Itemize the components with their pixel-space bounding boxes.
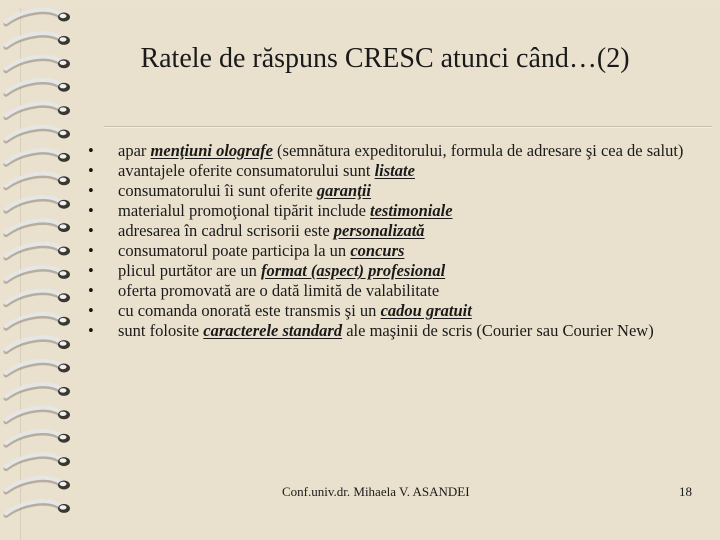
emphasized-text: cadou gratuit	[380, 301, 472, 320]
bullet-text: plicul purtător are un	[118, 261, 261, 280]
binding-ring	[6, 384, 70, 398]
bullet-item	[88, 221, 688, 241]
bullet-text: (semnătura expeditorului, formula de adresare şi cea de salut)	[272, 141, 684, 160]
emphasized-text: listate	[374, 161, 415, 180]
binding-ring	[6, 103, 70, 117]
bullet-text: sunt folosite	[118, 321, 204, 340]
binding-ring	[6, 174, 70, 188]
emphasized-text: format (aspect) profesional	[260, 261, 446, 280]
binding-ring	[6, 478, 70, 492]
binding-ring	[6, 150, 70, 164]
bullet-item	[88, 261, 688, 281]
emphasized-text: testimoniale	[370, 201, 453, 220]
bullet-item	[88, 281, 688, 301]
binding-ring	[6, 501, 70, 515]
bullet-item	[88, 301, 688, 321]
emphasized-text: personalizată	[333, 221, 425, 240]
slide-title: Ratele de răspuns CRESC atunci când…(2)	[140, 43, 630, 74]
bullet-text: cu comanda onorată este transmis şi un	[118, 301, 381, 320]
binding-ring	[6, 80, 70, 94]
binding-ring	[6, 57, 70, 71]
binding-ring	[6, 197, 70, 211]
emphasized-text: menţiuni olografe	[150, 141, 273, 160]
binding-ring	[6, 337, 70, 351]
binding-ring	[6, 291, 70, 305]
bullet-text: adresarea în cadrul scrisorii este	[118, 221, 334, 240]
binding-ring	[6, 33, 70, 47]
binding-ring	[6, 220, 70, 234]
binding-ring	[6, 10, 70, 24]
page-number: 18	[679, 484, 692, 499]
bullet-item	[88, 181, 688, 201]
bullet-text: consumatorului îi sunt oferite	[118, 181, 317, 200]
binding-ring	[6, 244, 70, 258]
bullet-text: oferta promovată are o dată limită de valabilitate	[118, 281, 440, 300]
binding-ring	[6, 431, 70, 445]
title-divider	[104, 126, 712, 127]
bullet-text: avantajele oferite consumatorului sunt	[118, 161, 375, 180]
bullet-text: apar	[118, 141, 151, 160]
binding-ring	[6, 314, 70, 328]
bullet-text: ale maşinii de scris (Courier sau Courier New)	[342, 321, 654, 340]
bullet-item	[88, 141, 688, 161]
bullet-list	[88, 141, 688, 341]
emphasized-text: concurs	[350, 241, 405, 260]
binding-ring	[6, 267, 70, 281]
bullet-text: materialul promoţional tipărit include	[118, 201, 371, 220]
spiral-binding-icon	[0, 0, 90, 540]
bullet-item	[88, 241, 688, 261]
emphasized-text: caracterele standard	[203, 321, 343, 340]
binding-ring	[6, 127, 70, 141]
binding-ring	[6, 361, 70, 375]
footer-author: Conf.univ.dr. Mihaela V. ASANDEI	[282, 484, 470, 499]
binding-ring	[6, 454, 70, 468]
bullet-item	[88, 201, 688, 221]
emphasized-text: garanţii	[316, 181, 371, 200]
bullet-item	[88, 321, 688, 341]
bullet-text: consumatorul poate participa la un	[118, 241, 351, 260]
bullet-item	[88, 161, 688, 181]
binding-ring	[6, 408, 70, 422]
